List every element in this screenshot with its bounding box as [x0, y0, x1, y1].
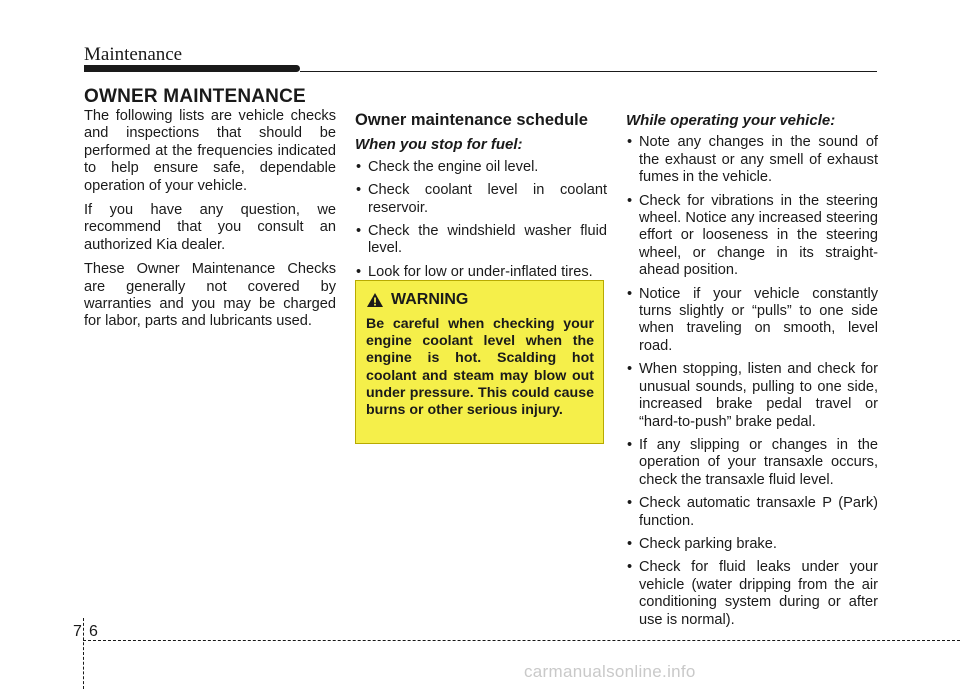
list-item: • Check for vibrations in the steering wheel. Notice any increased steering effort or looseness in the steering wheel, or change in its straight-ahead position.: [626, 193, 878, 280]
list-item: • Look for low or under-inflated tires.: [355, 264, 607, 281]
list-item: • Note any changes in the sound of the exhaust or any smell of exhaust fumes in the vehicle.: [626, 134, 878, 186]
schedule-title: Owner maintenance schedule: [355, 111, 588, 129]
column-operating: [626, 108, 878, 635]
list-item: • Check for fluid leaks under your vehicle (water dripping from the air conditioning system during or after use is normal).: [626, 559, 878, 629]
header-rule-thick: [84, 65, 300, 72]
intro-paragraph: The following lists are vehicle checks and inspections that should be performed at the frequencies indicated to help ensure safe, dependable operation of your vehicle.: [84, 108, 336, 194]
section-title: OWNER MAINTENANCE: [84, 86, 306, 107]
warning-header: [366, 291, 594, 309]
list-item: • When stopping, listen and check for unusual sounds, pulling to one side, increased brake pedal travel or “hard-to-push” brake pedal.: [626, 361, 878, 431]
column-intro: [84, 108, 336, 338]
list-item: • Notice if your vehicle constantly turns slightly or “pulls” to one side when traveling on smooth, level road.: [626, 286, 878, 356]
watermark: carmanualsonline.info: [524, 662, 696, 681]
fuel-heading: When you stop for fuel:: [355, 136, 523, 154]
header-rule-thin: [300, 71, 877, 72]
operating-heading: While operating your vehicle:: [626, 112, 836, 129]
page-number: 6: [89, 623, 98, 640]
header-title: Maintenance: [84, 44, 183, 65]
operating-checklist: [626, 134, 878, 629]
footer-rule: [83, 640, 960, 641]
list-item: • If any slipping or changes in the operation of your transaxle occurs, check the transaxle fluid level.: [626, 437, 878, 489]
fuel-checklist: [355, 159, 607, 281]
list-item: • Check parking brake.: [626, 536, 878, 553]
page-divider: [83, 618, 84, 689]
list-item: • Check automatic transaxle P (Park) function.: [626, 495, 878, 530]
intro-paragraph: If you have any question, we recommend that you consult an authorized Kia dealer.: [84, 202, 336, 253]
column-schedule: [355, 108, 607, 287]
warning-text: Be careful when checking your engine coolant level when the engine is hot. Scalding hot coolant and steam may blow out under pressure. This could cause burns or other serious injury.: [366, 316, 594, 419]
warning-box: [355, 280, 604, 444]
list-item: • Check the windshield washer fluid level.: [355, 223, 607, 258]
list-item: • Check coolant level in coolant reservoir.: [355, 182, 607, 217]
list-item: • Check the engine oil level.: [355, 159, 607, 176]
warning-label: WARNING: [391, 291, 469, 308]
page-chapter: 7: [73, 623, 82, 640]
warning-triangle-icon: [366, 292, 384, 308]
intro-paragraph: These Owner Maintenance Checks are generally not covered by warranties and you may be charged for labor, parts and lubricants used.: [84, 261, 336, 330]
